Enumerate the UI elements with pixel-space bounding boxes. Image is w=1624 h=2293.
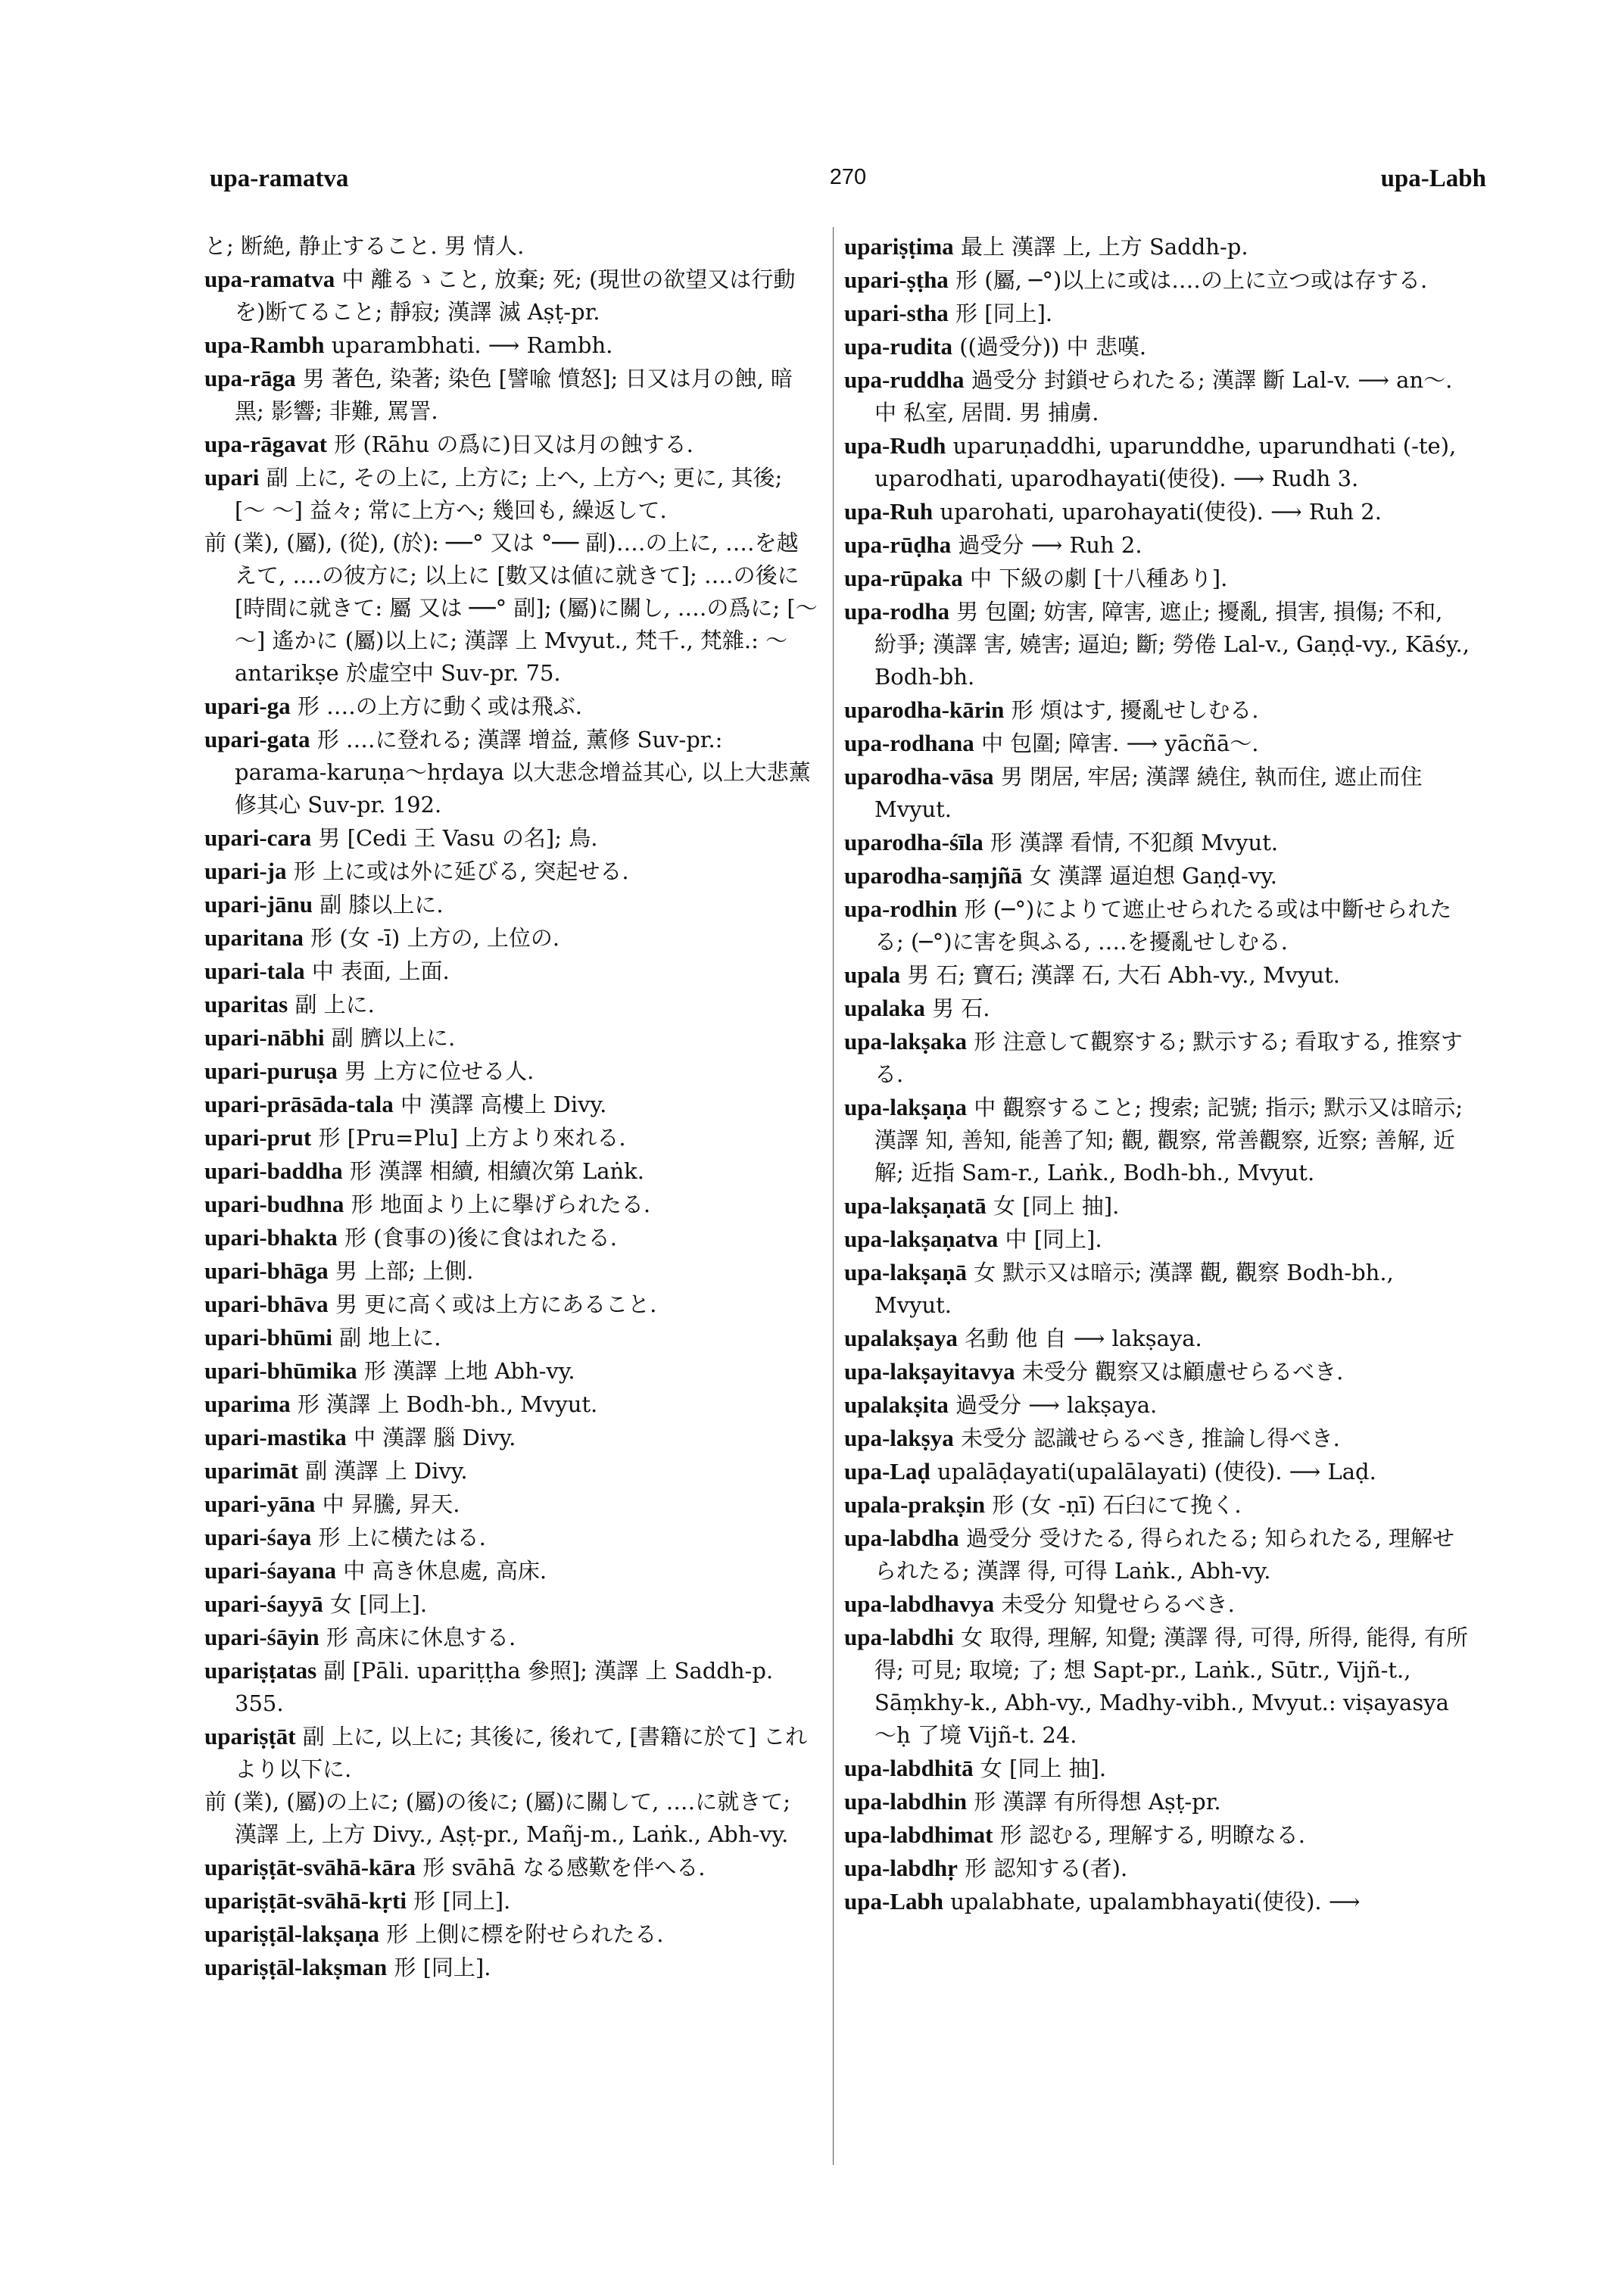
entry-definition: 副 上に. [295, 992, 375, 1017]
entry-definition: 女 漢譯 逼迫想 Gaṇḍ-vy. [1029, 863, 1277, 889]
entry-headword: upari-ṣṭha [844, 266, 949, 293]
left-column [204, 230, 818, 1984]
entry-definition: 副 臍以上に. [331, 1025, 456, 1051]
entry-definition: 女 [同上]. [329, 1591, 428, 1617]
dictionary-entry [844, 429, 1470, 495]
dictionary-entry [204, 821, 818, 855]
dictionary-entry [204, 263, 818, 329]
dictionary-entry [204, 1587, 818, 1621]
entry-headword: upari-gata [204, 726, 310, 752]
dictionary-entry [844, 1621, 1470, 1752]
entry-definition: 男 石; 寶石; 漢譯 石, 大石 Abh-vy., Mvyut. [907, 962, 1340, 988]
dictionary-entry [204, 428, 818, 461]
entry-definition: 男 閉居, 牢居; 漢譯 繞住, 執而住, 遮止而住 Mvyut. [874, 764, 1423, 822]
entry-headword: upa-labdhin [844, 1788, 967, 1815]
entry-definition: 副 上に, 以上に; 其後に, 後れて, [書籍に於て] これより以下に. [235, 1724, 808, 1782]
entry-definition: 形 [同上]. [394, 1955, 491, 1980]
entry-headword: upa-rudita [844, 333, 952, 360]
entry-definition: ((過受分)) 中 悲嘆. [959, 334, 1147, 360]
entry-headword: upa-labdha [844, 1525, 959, 1551]
entry-definition: 女 默示又は暗示; 漢譯 觀, 觀察 Bodh-bh., Mvyut. [874, 1260, 1394, 1318]
dictionary-entry [844, 1355, 1470, 1388]
dictionary-entry [204, 1055, 818, 1088]
entry-headword: upa-lakṣaṇa [844, 1094, 967, 1120]
entry-definition: uparohati, uparohayati(使役). ⟶ Ruh 2. [940, 499, 1382, 525]
entry-headword: upa-Ruh [844, 498, 934, 525]
entry-definition: 形 上に或は外に延びる, 突起せる. [293, 858, 629, 884]
entry-headword: upari-śayyā [204, 1590, 323, 1617]
dictionary-entry [204, 1918, 818, 1951]
entry-headword: upala-prakṣin [844, 1491, 986, 1518]
entry-definition: 副 地上に. [339, 1325, 441, 1351]
dictionary-entry [204, 1154, 818, 1188]
entry-definition: 形 漢譯 上地 Abh-vy. [363, 1358, 575, 1384]
entry-headword: upa-Laḍ [844, 1458, 930, 1485]
entry-headword: upa-rāga [204, 365, 296, 391]
dictionary-entry [204, 329, 818, 362]
entry-definition: 中 離るゝこと, 放棄; 死; (現世の欲望又は行動を)断てること; 靜寂; 漢譯 滅 Aṣṭ-pr. [235, 266, 796, 325]
entry-headword: upa-rūḍha [844, 531, 952, 558]
dictionary-entry [204, 1288, 818, 1321]
entry-definition: 中 漢譯 腦 Divy. [353, 1425, 516, 1450]
entry-definition: 形 漢譯 有所得想 Aṣṭ-pr. [974, 1789, 1221, 1815]
entry-definition: 形 上側に標を附せられたる. [386, 1921, 664, 1947]
page-header [210, 165, 1486, 203]
entry-headword: upari-budhna [204, 1191, 344, 1217]
dictionary-entry [204, 723, 818, 821]
dictionary-entry [844, 595, 1470, 693]
dictionary-entry [844, 893, 1470, 958]
entry-headword: upa-rodhana [844, 730, 974, 756]
entry-definition: 中 包圍; 障害. ⟶ yācñā〜. [980, 731, 1259, 756]
page-number: 270 [829, 165, 867, 189]
entry-definition: 副 漢譯 上 Divy. [305, 1458, 468, 1484]
entry-headword: upa-Rambh [204, 332, 325, 358]
dictionary-entry [844, 1091, 1470, 1189]
running-head-left: upa-ramatva [210, 165, 349, 192]
entry-definition: 形 [Pru=Plu] 上方より來れる. [318, 1125, 626, 1151]
entry-definition: 未受分 知覺せらるべき. [1001, 1591, 1235, 1617]
entry-headword: upari-śāyin [204, 1624, 320, 1650]
entry-definition: 形 上に橫たはる. [318, 1525, 486, 1550]
entry-definition: 男 上部; 上側. [335, 1258, 474, 1284]
entry-headword: uparodha-vāsa [844, 763, 994, 790]
running-head-right: upa-Labh [1380, 165, 1486, 192]
entry-definition: 副 上に, その上に, 上方に; 上へ, 上方へ; 更に, 其後; [〜 〜] 益々; 常に上方へ; 幾回も, 繰返して. [235, 465, 783, 523]
dictionary-entry [844, 297, 1470, 330]
entry-headword: uparitas [204, 991, 288, 1017]
entry-headword: uparimāt [204, 1457, 298, 1484]
entry-definition: 中 高き休息處, 高床. [343, 1558, 547, 1584]
entry-definition: 名動 他 自 ⟶ lakṣaya. [965, 1326, 1202, 1351]
entry-headword: upa-rodhin [844, 896, 958, 922]
entry-definition: 女 取得, 理解, 知覺; 漢譯 得, 可得, 所得, 能得, 有所得; 可見; 取境; 了; 想 Sapt-pr., Laṅk., Sūtr., Vijñ-t., Sāṃkhy-k., Abh-vy., Madhy-vibh., Mvyut.: viṣayasya 〜ḥ 了境 Vijñ-t. 24. [874, 1625, 1469, 1748]
entry-headword: upari [204, 464, 260, 491]
dictionary-entry [204, 921, 818, 955]
entry-headword: upa-lakṣya [844, 1425, 954, 1451]
entry-headword: upa-ramatva [204, 266, 335, 292]
entry-headword: upariṣṭatas [204, 1657, 317, 1684]
entry-headword: upari-ga [204, 693, 291, 719]
dictionary-entry [204, 362, 818, 428]
dictionary-entry [204, 1786, 818, 1851]
entry-headword: upa-rodha [844, 598, 949, 625]
entry-headword: upalakṣita [844, 1391, 949, 1418]
dictionary-entry [844, 495, 1470, 528]
entry-headword: upa-rāgavat [204, 431, 327, 457]
entry-headword: upa-Rudh [844, 432, 946, 459]
dictionary-entry [204, 1554, 818, 1587]
dictionary-entry [844, 826, 1470, 859]
dictionary-entry [204, 1720, 818, 1786]
entry-definition: 副 膝以上に. [320, 892, 444, 918]
entry-definition: 女 [同上 抽]. [980, 1756, 1107, 1781]
dictionary-entry [204, 461, 818, 527]
entry-headword: uparima [204, 1391, 291, 1417]
entry-definition: 形 認知する(者). [965, 1855, 1128, 1881]
entry-headword: upari-prut [204, 1124, 312, 1151]
entry-definition: upalāḍayati(upalālayati) (使役). ⟶ Laḍ. [937, 1459, 1376, 1485]
entry-definition: upalabhate, upalambhayati(使役). ⟶ [950, 1889, 1361, 1914]
dictionary-entry [844, 230, 1470, 263]
dictionary-entry [204, 888, 818, 921]
entry-headword: uparodha-kārin [844, 696, 1005, 723]
entry-definition: 形 [同上]. [413, 1888, 511, 1914]
entry-headword: upa-lakṣayitavya [844, 1358, 1015, 1385]
entry-headword: upari-nābhi [204, 1024, 325, 1051]
entry-headword: upa-lakṣaṇatā [844, 1192, 987, 1219]
entry-headword: upari-bhakta [204, 1224, 338, 1251]
entry-definition: 中 昇騰, 昇天. [322, 1491, 460, 1517]
entry-definition: 形 漢譯 看情, 不犯顏 Mvyut. [990, 830, 1279, 855]
entry-headword: upa-labdhavya [844, 1590, 995, 1617]
entry-definition: 前 (業), (屬)の上に; (屬)の後に; (屬)に關して, ‥‥に就きて; 漢譯 上, 上方 Divy., Aṣṭ-pr., Mañj-m., Laṅk., Abh-vy. [204, 1789, 791, 1847]
entry-headword: upala [844, 961, 901, 988]
dictionary-entry [204, 855, 818, 888]
entry-headword: upariṣṭāl-lakṣman [204, 1954, 388, 1980]
dictionary-entry [844, 1852, 1470, 1885]
entry-definition: 過受分 封鎖せられたる; 漢譯 斷 Lal-v. ⟶ an〜. 中 私室, 居間. 男 捕虜. [874, 367, 1453, 425]
entry-headword: upariṣṭima [844, 233, 954, 260]
entry-definition: 中 [同上]. [1005, 1226, 1102, 1252]
entry-headword: upari-baddha [204, 1157, 343, 1184]
dictionary-entry [204, 1521, 818, 1554]
entry-headword: upari-bhāga [204, 1257, 329, 1284]
entry-headword: upari-bhāva [204, 1291, 329, 1317]
entry-definition: 前 (業), (屬), (從), (於): ──° 又は °── 副)‥‥の上に, ‥‥を越えて, ‥‥の彼方に; 以上に [數又は値に就きて]; ‥‥の後に [時間に就きて: 屬 又は ──° 副]; (屬)に關し, ‥‥の爲に; [〜 〜] 遙かに (屬)以上に; 漢譯 上 Mvyut., 梵千., 梵雜.: 〜 antarikṣe 於虛空中 Suv-pr. 75. [204, 530, 818, 686]
entry-definition: 男 包圍; 妨害, 障害, 遮止; 擾亂, 損害, 損傷; 不和, 紛爭; 漢譯 害, 嬈害; 逼迫; 斷; 勞倦 Lal-v., Gaṇḍ-vy., Kāśy., Bodh-bh. [874, 599, 1470, 690]
entry-definition: 形 煩はす, 擾亂せしむる. [1011, 697, 1259, 723]
entry-definition: 男 上方に位せる人. [344, 1058, 535, 1084]
dictionary-entry [844, 1256, 1470, 1322]
dictionary-entry [204, 1654, 818, 1720]
entry-headword: upari-tala [204, 958, 305, 984]
entry-headword: upari-jānu [204, 891, 313, 918]
entry-definition: 過受分 受けたる, 得られたる; 知られたる, 理解せられたる; 漢譯 得, 可得 Laṅk., Abh-vy. [874, 1525, 1454, 1584]
dictionary-entry [204, 1951, 818, 1984]
dictionary-entry [844, 1785, 1470, 1818]
entry-definition: uparuṇaddhi, uparunddhe, uparundhati (-te), uparodhati, uparodhayati(使役). ⟶ Rudh 3. [874, 433, 1457, 491]
entry-headword: uparitana [204, 924, 304, 951]
entry-definition: 形 (屬, ─°)以上に或は‥‥の上に立つ或は存する. [955, 267, 1428, 293]
dictionary-entry [204, 230, 818, 263]
entry-headword: upalakṣaya [844, 1325, 958, 1351]
entry-headword: upalaka [844, 995, 925, 1021]
dictionary-entry [844, 330, 1470, 363]
entry-definition: 形 (─°)によりて遮止せられたる或は中斷せられたる; (─°)に害を與ふる, ‥‥を擾亂せしむる. [874, 896, 1452, 955]
dictionary-entry [204, 1021, 818, 1055]
entry-definition: 過受分 ⟶ lakṣaya. [955, 1392, 1158, 1418]
entry-definition: 男 [Cedi 王 Vasu の名]; 鳥. [318, 825, 598, 851]
dictionary-entry [204, 527, 818, 690]
dictionary-entry [204, 1488, 818, 1521]
dictionary-entry [844, 1752, 1470, 1785]
entry-definition: 未受分 認識せらるべき, 推論し得べき. [960, 1425, 1340, 1451]
dictionary-entry [844, 958, 1470, 992]
entry-headword: upari-stha [844, 300, 949, 326]
entry-definition: uparambhati. ⟶ Rambh. [331, 332, 613, 358]
entry-headword: upa-labdhitā [844, 1755, 974, 1781]
entry-definition: 形 (Rāhu の爲に)日又は月の蝕する. [334, 431, 694, 457]
dictionary-entry [204, 690, 818, 723]
entry-headword: upa-lakṣaṇā [844, 1259, 967, 1285]
entry-definition: 男 石. [932, 995, 990, 1021]
dictionary-entry [204, 1254, 818, 1288]
dictionary-entry [844, 1223, 1470, 1256]
entry-headword: upariṣṭāt [204, 1723, 296, 1749]
dictionary-entry [204, 1221, 818, 1254]
dictionary-entry [204, 1851, 818, 1884]
dictionary-entry [844, 1422, 1470, 1455]
entry-definition: 男 著色, 染著; 染色 [譬喩 憤怒]; 日又は月の蝕, 暗黑; 影響; 非難, 罵詈. [235, 366, 793, 424]
entry-definition: 中 觀察すること; 搜索; 記號; 指示; 默示又は暗示; 漢譯 知, 善知, 能善了知; 觀, 觀察, 常善觀察, 近察; 善解, 近解; 近指 Sam-r., Laṅk., Bodh-bh., Mvyut. [874, 1095, 1463, 1185]
entry-definition: 形 地面より上に擧げられたる. [351, 1192, 651, 1217]
entry-definition: 形 svāhā なる感歎を伴へる. [422, 1855, 706, 1880]
dictionary-entry [204, 955, 818, 988]
entry-definition: 男 更に高く或は上方にあること. [335, 1291, 657, 1317]
entry-definition: 形 漢譯 上 Bodh-bh., Mvyut. [297, 1391, 598, 1417]
entry-headword: upari-cara [204, 824, 312, 851]
dictionary-entry [204, 1621, 818, 1654]
dictionary-entry [844, 528, 1470, 562]
entry-definition: 中 漢譯 高樓上 Divy. [400, 1092, 607, 1117]
dictionary-entry [844, 859, 1470, 893]
entry-headword: upa-labdhi [844, 1624, 954, 1650]
entry-definition: 最上 漢譯 上, 上方 Saddh-p. [960, 234, 1248, 260]
entry-headword: upari-prāsāda-tala [204, 1091, 394, 1117]
dictionary-entry [844, 1885, 1470, 1918]
entry-definition: 未受分 觀察又は顧慮せらるべき. [1021, 1359, 1344, 1385]
dictionary-entry [844, 1522, 1470, 1587]
dictionary-entry [844, 1025, 1470, 1091]
dictionary-entry [204, 1454, 818, 1488]
dictionary-entry [844, 1587, 1470, 1621]
entry-definition: 過受分 ⟶ Ruh 2. [958, 532, 1142, 558]
dictionary-entry [844, 992, 1470, 1025]
entry-headword: upa-labdhimat [844, 1821, 993, 1848]
column-divider [833, 227, 834, 2165]
entry-headword: upari-bhūmika [204, 1357, 357, 1384]
dictionary-entry [844, 562, 1470, 595]
dictionary-entry [204, 1884, 818, 1918]
dictionary-entry [844, 727, 1470, 760]
dictionary-entry [204, 1354, 818, 1388]
entry-headword: upa-ruddha [844, 366, 965, 393]
entry-headword: upari-puruṣa [204, 1058, 338, 1084]
entry-definition: 中 下級の劇 [十八種あり]. [970, 565, 1228, 591]
entry-headword: upa-lakṣaṇatva [844, 1226, 999, 1252]
dictionary-entry [844, 263, 1470, 297]
dictionary-entry [204, 1088, 818, 1121]
entry-definition: 形 [同上]. [955, 301, 1053, 326]
entry-definition: 形 (女 -ī) 上方の, 上位の. [310, 925, 560, 951]
dictionary-entry [844, 693, 1470, 727]
entry-definition: 形 高床に休息する. [326, 1625, 516, 1650]
entry-headword: upari-bhūmi [204, 1324, 332, 1351]
entry-headword: upariṣṭāt-svāhā-kṛti [204, 1887, 407, 1914]
entry-headword: upari-ja [204, 858, 287, 884]
dictionary-entry [844, 1818, 1470, 1852]
entry-headword: upari-yāna [204, 1491, 316, 1517]
entry-definition: 形 漢譯 相續, 相續次第 Laṅk. [349, 1158, 644, 1184]
dictionary-entry [844, 1488, 1470, 1522]
dictionary-entry [204, 1321, 818, 1354]
entry-headword: upari-mastika [204, 1424, 347, 1450]
entry-headword: upari-śayana [204, 1557, 336, 1584]
entry-headword: upa-labdhṛ [844, 1855, 958, 1881]
entry-headword: upa-rūpaka [844, 565, 963, 591]
entry-headword: upa-Labh [844, 1888, 943, 1914]
dictionary-entry [844, 1388, 1470, 1422]
right-column [844, 230, 1470, 1918]
dictionary-entry [204, 1421, 818, 1454]
entry-definition: 形 認むる, 理解する, 明瞭なる. [999, 1822, 1305, 1848]
entry-definition: 形 ‥‥に登れる; 漢譯 增益, 薰修 Suv-pr.: parama-karuṇa〜hṛdaya 以大悲念增益其心, 以上大悲薰修其心 Suv-pr. 192. [235, 727, 811, 818]
entry-headword: uparodha-śīla [844, 829, 983, 855]
entry-definition: と; 断絶, 静止すること. 男 情人. [204, 233, 525, 259]
dictionary-entry [844, 1455, 1470, 1488]
dictionary-entry [844, 1322, 1470, 1355]
dictionary-entry [844, 760, 1470, 826]
entry-definition: 形 (食事の)後に食はれたる. [344, 1225, 618, 1251]
entry-headword: uparodha-saṃjñā [844, 862, 1023, 889]
entry-definition: 形 注意して觀察する; 默示する; 看取する, 推察する. [874, 1029, 1463, 1087]
dictionary-entry [204, 1388, 818, 1421]
entry-definition: 形 (女 -ṇī) 石臼にて挽く. [992, 1492, 1242, 1518]
dictionary-entry [844, 363, 1470, 429]
entry-definition: 女 [同上 抽]. [993, 1193, 1120, 1219]
entry-headword: upariṣṭāt-svāhā-kāra [204, 1854, 416, 1880]
entry-definition: 中 表面, 上面. [311, 958, 450, 984]
dictionary-entry [204, 1188, 818, 1221]
dictionary-entry [844, 1189, 1470, 1223]
entry-definition: 形 ‥‥の上方に動く或は飛ぶ. [297, 693, 583, 719]
entry-headword: upa-lakṣaka [844, 1028, 967, 1055]
entry-headword: upari-śaya [204, 1524, 312, 1550]
entry-definition: 副 [Pāli. upariṭṭha 參照]; 漢譯 上 Saddh-p. 355. [235, 1658, 774, 1716]
entry-headword: upariṣṭāl-lakṣaṇa [204, 1921, 379, 1947]
dictionary-entry [204, 988, 818, 1021]
dictionary-entry [204, 1121, 818, 1154]
